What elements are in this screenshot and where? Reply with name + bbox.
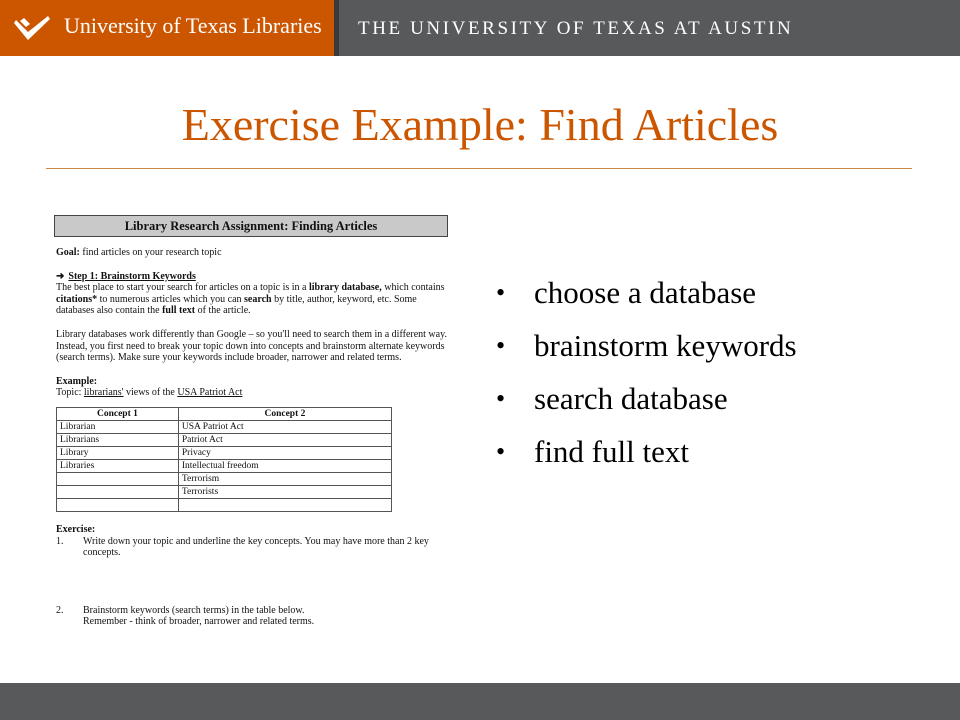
title-divider <box>46 168 912 169</box>
exercise-item-2: 2. Brainstorm keywords (search terms) in the table below. Remember - think of broader, narrower and related terms. <box>56 604 315 628</box>
example-label: Example: <box>56 375 98 387</box>
table-row <box>57 498 392 511</box>
worksheet-image <box>54 215 448 675</box>
table-row <box>57 485 392 498</box>
bullet-icon: • <box>496 437 506 466</box>
table-header-row <box>57 407 392 420</box>
table-row <box>57 472 392 485</box>
table-cell: Libraries <box>57 459 179 472</box>
worksheet-paragraph-1: The best place to start your search for articles on a topic is in a library database, which contains citations* to numerous articles which you can search by title, author, keyword, etc. Some databases also contain the full text of the article. <box>56 282 445 317</box>
bullet-icon: • <box>496 384 506 413</box>
ut-libraries-logo-icon <box>14 14 52 42</box>
footer-bar <box>0 683 960 720</box>
table-cell <box>57 472 179 485</box>
goal-text: find articles on your research topic <box>82 247 222 258</box>
table-cell: Privacy <box>178 446 391 459</box>
table-row <box>57 459 392 472</box>
bullet-icon: • <box>496 278 506 307</box>
step-label: Step 1: Brainstorm Keywords <box>68 270 196 282</box>
table-cell: Librarian <box>57 420 179 433</box>
slide-title: Exercise Example: Find Articles <box>181 99 779 150</box>
table-cell: Librarians <box>57 433 179 446</box>
header-bar <box>0 0 960 56</box>
library-banner[interactable] <box>0 0 334 56</box>
table-cell <box>57 498 179 511</box>
goal-label: Goal: <box>56 247 80 258</box>
table-header: Concept 2 <box>178 407 391 420</box>
table-cell: Intellectual freedom <box>178 459 391 472</box>
example-topic: Topic: librarians' views of the USA Patriot Act <box>56 387 243 399</box>
worksheet-paragraph-2: Library databases work differently than Google – so you'll need to search them in a different way. Instead, you first need to break your topic down into concepts and brainstorm alternate keywords (search terms). Make sure your keywords include broader, narrower and related terms. <box>56 328 447 364</box>
worksheet-step-heading <box>56 271 448 283</box>
table-row <box>57 446 392 459</box>
worksheet-title: Library Research Assignment: Finding Articles <box>54 215 448 237</box>
table-cell <box>57 485 179 498</box>
list-item: • choose a database <box>496 272 916 325</box>
table-row <box>57 420 392 433</box>
header-divider <box>334 0 339 56</box>
exercise-item-1: 1. Write down your topic and underline the key concepts. You may have more than 2 key concepts. <box>56 535 429 559</box>
worksheet-goal <box>56 247 448 259</box>
table-header: Concept 1 <box>57 407 179 420</box>
table-cell: USA Patriot Act <box>178 420 391 433</box>
bullet-icon: • <box>496 331 506 360</box>
library-name: University of Texas Libraries <box>64 13 322 38</box>
list-item: • brainstorm keywords <box>496 325 916 378</box>
table-cell <box>178 498 391 511</box>
table-cell: Library <box>57 446 179 459</box>
list-item: • find full text <box>496 431 916 484</box>
table-cell: Terrorism <box>178 472 391 485</box>
table-cell: Patriot Act <box>178 433 391 446</box>
table-row <box>57 433 392 446</box>
university-name[interactable]: THE UNIVERSITY OF TEXAS AT AUSTIN <box>358 18 794 39</box>
arrow-icon: ➜ <box>56 270 65 282</box>
step-list <box>496 272 916 484</box>
concept-table <box>56 407 392 512</box>
exercise-label: Exercise: <box>56 523 96 535</box>
table-cell: Terrorists <box>178 485 391 498</box>
list-item: • search database <box>496 378 916 431</box>
